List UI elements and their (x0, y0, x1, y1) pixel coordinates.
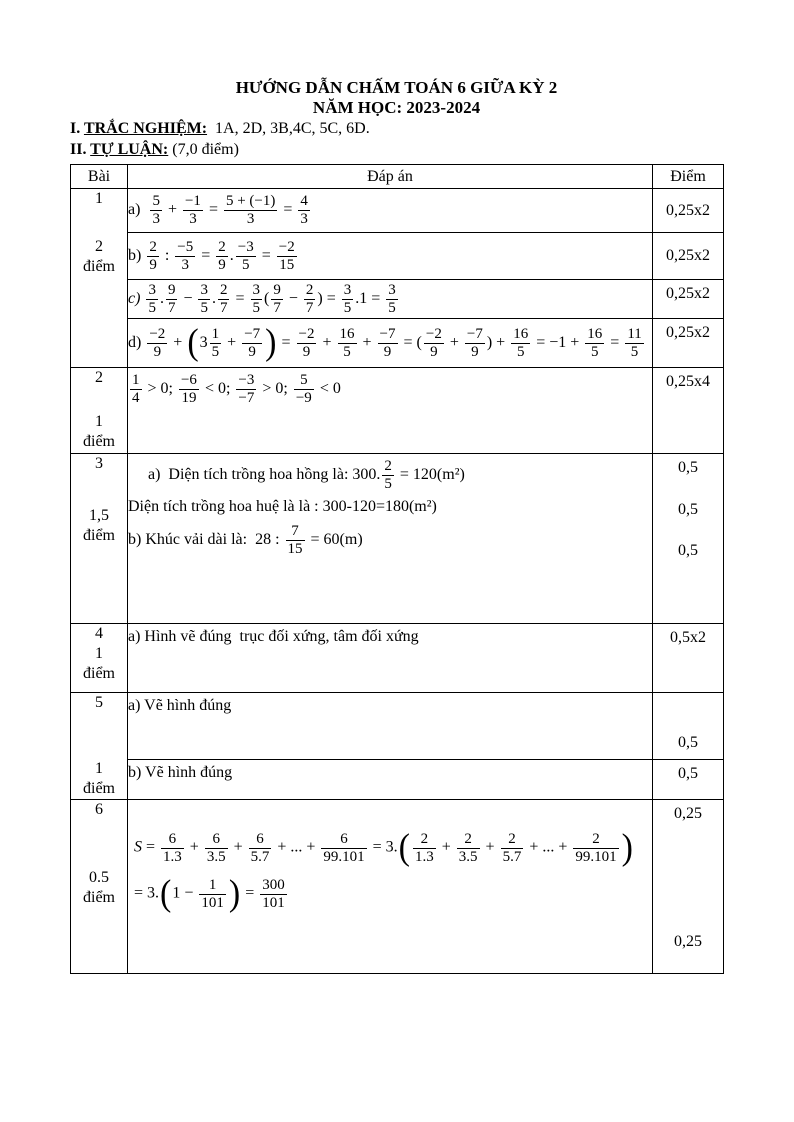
bai-2-number: 2 (95, 369, 103, 386)
answer-1c-cell (128, 280, 653, 319)
answer-5b-cell (128, 759, 653, 799)
spacer (71, 474, 127, 506)
score-1b: 0,25x2 (653, 233, 724, 280)
score-6-line2: 0,25 (674, 933, 702, 950)
bai-4-number: 4 (95, 625, 103, 642)
bai-4-points-unit: điểm (83, 665, 115, 682)
bai-5-points-unit: điểm (83, 780, 115, 797)
spacer (71, 388, 127, 412)
section1-label: TRẮC NGHIỆM: (83, 120, 208, 137)
answer-1a-cell (128, 189, 653, 233)
bai-4-points-value: 1 (95, 645, 103, 662)
answer-4-text: a) Hình vẽ đúng trục đối xứng, tâm đối xứng (128, 628, 419, 645)
spacer (71, 713, 127, 759)
col-header-bai: Bài (71, 165, 128, 189)
answer-3-cell (128, 454, 653, 624)
bai-6-label-cell (71, 800, 128, 974)
bai-1-number: 1 (95, 190, 103, 207)
section-trac-nghiem (70, 118, 723, 139)
col-header-diem: Điểm (653, 165, 724, 189)
score-3-line1: 0,5 (678, 459, 698, 476)
section1-answers: 1A, 2D, 3B,4C, 5C, 6D. (207, 120, 370, 137)
bai-5-points-value: 1 (95, 760, 103, 777)
answer-6-result-formula: = 3.(1 − $\frac{1}{101}$ ) = $\frac{300}{101}$ (134, 873, 285, 914)
answer-1c-formula: c) $\frac{3}{5}$ . $\frac{9}{7}$ − $\frac{3}{5}$ . $\frac{2}{7}$ = $\frac{3}{5}$ ( $\frac{9}{7}$ − $\frac{2}{7}$ ) = $\frac{3}{5}$ .1 = $\frac{3}{5}$ (128, 281, 396, 316)
score-6-cell (653, 800, 724, 974)
row-3 (71, 454, 724, 624)
score-1d: 0,25x2 (653, 319, 724, 368)
table-header-row (71, 165, 724, 189)
answer-4-cell (128, 624, 653, 693)
section2-label: TỰ LUẬN: (90, 141, 169, 158)
answer-5b-text: b) Vẽ hình đúng (128, 763, 233, 781)
bai-3-label-cell (71, 454, 128, 624)
bai-6-points-value: 0.5 (89, 869, 109, 886)
document-subtitle: NĂM HỌC: 2023-2024 (312, 98, 481, 117)
answer-1d-cell (128, 319, 653, 368)
answer-3b-formula: b) Khúc vải dài là: 28 : $\frac{7}{15}$ = 60(m) (128, 522, 363, 557)
section1-numeral: I. (70, 120, 84, 137)
bai-3-points-unit: điểm (83, 527, 115, 544)
answer-3a-remainder-text: Diện tích trồng hoa huệ là là : 300-120=180(m²) (128, 497, 437, 515)
score-4: 0,5x2 (653, 624, 724, 693)
section2-points: (7,0 điểm) (168, 141, 239, 158)
spacer (71, 209, 127, 237)
row-5b (71, 759, 724, 799)
document-title: HƯỚNG DẪN CHẤM TOÁN 6 GIỮA KỲ 2 (235, 78, 558, 97)
score-5b: 0,5 (653, 759, 724, 799)
bai-2-label-cell (71, 368, 128, 454)
section2-numeral: II. (70, 141, 91, 158)
answer-6-sum-formula: S = $\frac{6}{1.3}$ + $\frac{6}{3.5}$ + $\frac{6}{5.7}$ + ... + $\frac{6}{99.101}$ = 3.( $\frac{2}{1.3}$ + $\frac{2}{3.5}$ + $\frac{2}{5.7}$ + ... + $\frac{2}{99.101}$ ) (134, 827, 633, 868)
row-1d (71, 319, 724, 368)
score-3-cell (653, 454, 724, 624)
score-1c: 0,25x2 (653, 280, 724, 319)
bai-5-number: 5 (95, 694, 103, 711)
bai-1-label-cell (71, 189, 128, 368)
score-1a: 0,25x2 (653, 189, 724, 233)
bai-2-points-value: 1 (95, 413, 103, 430)
spacer (71, 820, 127, 868)
bai-6-number: 6 (95, 801, 103, 818)
score-3-line3: 0,5 (678, 542, 698, 559)
row-4 (71, 624, 724, 693)
bai-4-label-cell (71, 624, 128, 693)
answer-1a-formula: a) $\frac{5}{3}$ + $\frac{-1}{3}$ = $\frac{5 + (-1)}{3}$ = $\frac{4}{3}$ (128, 193, 308, 227)
answer-1d-formula: d) $\frac{-2}{9}$ + (3 $\frac{1}{5}$ + $\frac{-7}{9}$ ) = $\frac{-2}{9}$ + $\frac{16}{5}$ + $\frac{-7}{9}$ = ( $\frac{-2}{9}$ + $\frac{-7}{9}$ ) + $\frac{16}{5}$ = −1 + $\frac{16}{5}$ = $\frac{11}{5}$ (128, 322, 642, 363)
answer-5a-cell (128, 693, 653, 760)
row-6 (71, 800, 724, 974)
score-6-line1: 0,25 (674, 805, 702, 822)
row-1c (71, 280, 724, 319)
bai-3-number: 3 (95, 455, 103, 472)
bai-1-points-unit: điểm (83, 258, 115, 275)
answer-3a-area-formula: a) Diện tích trồng hoa hồng là: 300. $\frac{2}{5}$ = 120(m²) (148, 458, 465, 492)
row-1b (71, 233, 724, 280)
score-2: 0,25x4 (653, 368, 724, 454)
bai-6-points-unit: điểm (83, 889, 115, 906)
section-tu-luan (70, 139, 723, 160)
bai-2-points-unit: điểm (83, 433, 115, 450)
answer-1b-cell (128, 233, 653, 280)
answer-key-table (70, 164, 724, 974)
row-1a (71, 189, 724, 233)
bai-5-label-cell (71, 693, 128, 800)
answer-2-cell (128, 368, 653, 454)
bai-3-points-value: 1,5 (89, 507, 109, 524)
answer-2-formula: $\frac{1}{4}$ > 0; $\frac{-6}{19}$ < 0; $\frac{-3}{-7}$ > 0; $\frac{5}{-9}$ < 0 (132, 372, 341, 406)
answer-6-cell (128, 800, 653, 974)
answer-1b-formula: b) $\frac{2}{9}$ : $\frac{-5}{3}$ = $\frac{2}{9}$ . $\frac{-3}{5}$ = $\frac{-2}{15}$ (128, 238, 295, 273)
bai-1-points-value: 2 (95, 238, 103, 255)
row-5a (71, 693, 724, 760)
score-3-line2: 0,5 (678, 501, 698, 518)
row-2 (71, 368, 724, 454)
answer-5a-text: a) Vẽ hình đúng (128, 697, 232, 714)
col-header-dapan: Đáp án (128, 165, 653, 189)
score-5a: 0,5 (653, 693, 724, 760)
